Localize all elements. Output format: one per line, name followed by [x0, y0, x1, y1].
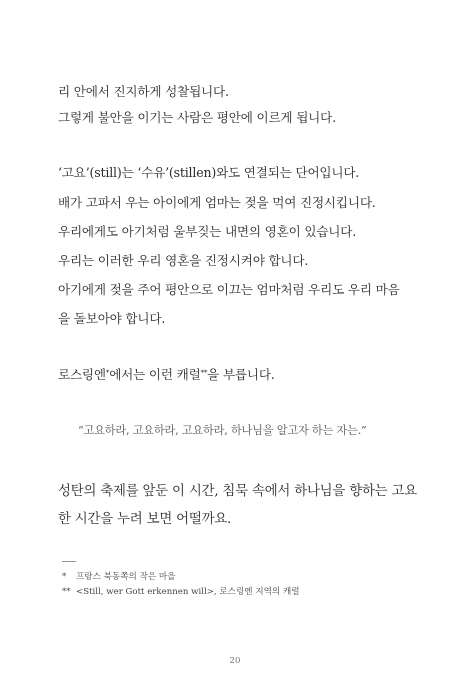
page-number: 20 — [229, 656, 241, 666]
body-text-line: 리 안에서 진지하게 성찰됩니다. — [58, 84, 229, 99]
body-text-line: 아기에게 젖을 주어 평안으로 이끄는 엄마처럼 우리도 우리 마음 — [58, 282, 400, 297]
footnote-text: 프랑스 북동쪽의 작은 마을 — [76, 572, 176, 582]
text-segment: 에서는 이런 캐럴 — [109, 367, 201, 382]
text-segment: 을 부릅니다. — [207, 367, 275, 382]
footnote-reference: * — [105, 369, 110, 377]
body-text-line: 을 돌보아야 합니다. — [58, 311, 166, 326]
text-segment: 로스링엔 — [58, 367, 106, 382]
footnote-divider — [62, 561, 76, 562]
body-text-line: 한 시간을 누려 보면 어떨까요. — [58, 512, 232, 527]
footnote-mark: ** — [62, 587, 71, 597]
body-text-line: 우리는 이러한 우리 영혼을 진정시켜야 합니다. — [58, 253, 309, 268]
footnote-text: <Still, wer Gott erkennen will>, 로스링엔 지역의 캐럴 — [76, 587, 300, 597]
body-text-line: 배가 고파서 우는 아이에게 엄마는 젖을 먹여 진정시킵니다. — [58, 195, 376, 210]
footnote-reference: ** — [200, 369, 208, 377]
body-text-line: ‘고요’(still)는 ‘수유’(stillen)와도 연결되는 단어입니다. — [58, 165, 360, 180]
body-text-line: 그렇게 불안을 이기는 사람은 평안에 이르게 됩니다. — [58, 110, 336, 125]
footnote — [62, 572, 176, 583]
footnote — [62, 587, 300, 598]
body-text-line: 우리에게도 아기처럼 울부짖는 내면의 영혼이 있습니다. — [58, 224, 357, 239]
footnote-mark: * — [62, 572, 67, 582]
body-text-line: 성탄의 축제를 앞둔 이 시간, 침묵 속에서 하나님을 향하는 고요 — [58, 484, 417, 499]
body-text-line — [58, 367, 275, 383]
quoted-carol-line: “고요하라, 고요하라, 고요하라, 하나님을 알고자 하는 자는.” — [78, 424, 367, 437]
